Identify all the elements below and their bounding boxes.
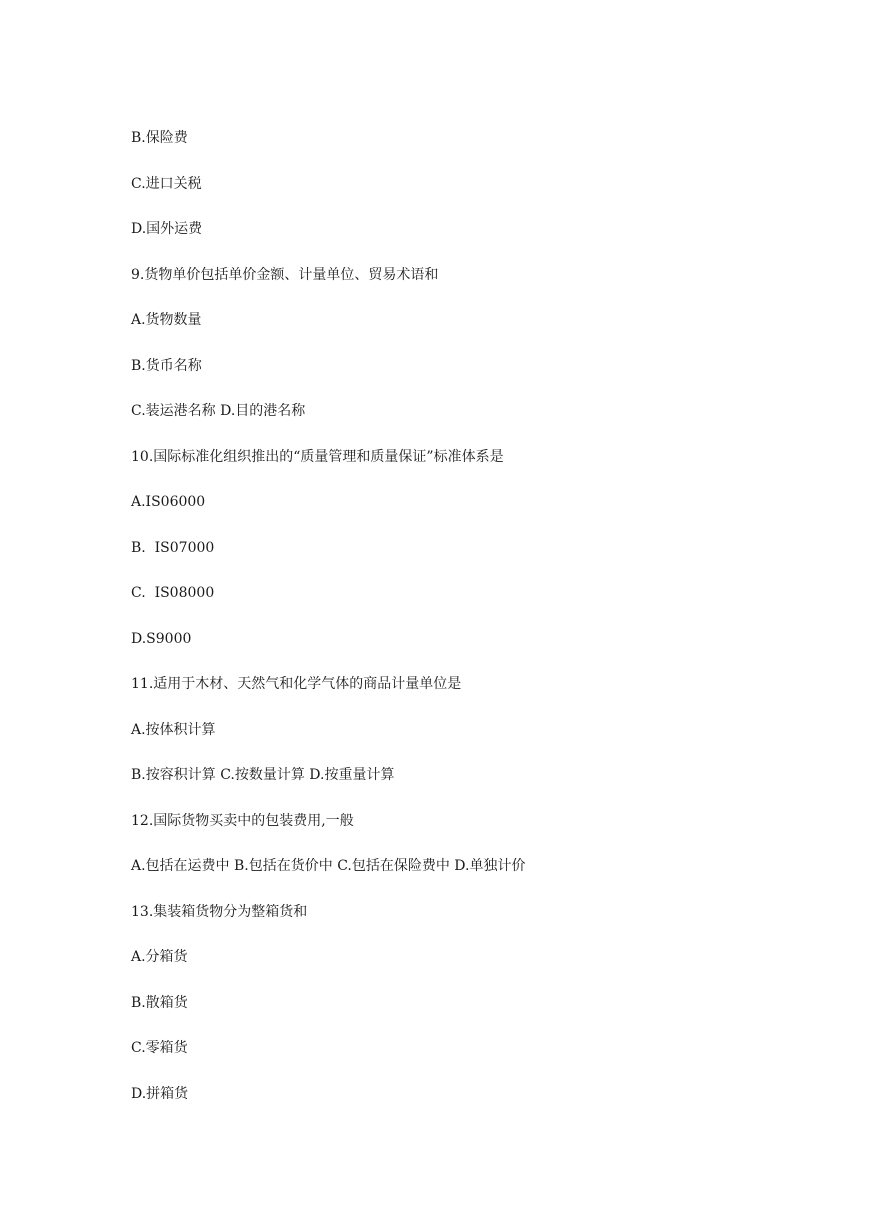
- question-10-option-a: A.IS06000: [131, 494, 206, 510]
- question-11: 11.适用于木材、天然气和化学气体的商品计量单位是: [131, 676, 462, 692]
- document-body: [131, 128, 831, 1129]
- question-9-option-c-d: C.装运港名称 D.目的港名称: [131, 403, 306, 419]
- option-c-import-duty: C.进口关税: [131, 175, 202, 192]
- option-b-insurance: B.保险费: [131, 130, 188, 146]
- question-9: 9.货物单价包括单价金额、计量单位、贸易术语和: [131, 266, 439, 283]
- question-10-option-b: B. IS07000: [131, 539, 215, 556]
- question-10: 10.国际标准化组织推出的“质量管理和质量保证”标准体系是: [131, 448, 504, 465]
- question-10-option-d: D.S9000: [131, 630, 192, 647]
- question-9-option-a: A.货物数量: [131, 312, 202, 328]
- question-11-option-a: A.按体积计算: [131, 721, 216, 738]
- question-13-option-c: C.零箱货: [131, 1040, 188, 1056]
- question-13-option-a: A.分箱货: [131, 949, 188, 965]
- question-12-options: A.包括在运费中 B.包括在货价中 C.包括在保险费中 D.单独计价: [131, 858, 526, 874]
- option-d-foreign-freight: D.国外运费: [131, 221, 203, 237]
- question-13-option-b: B.散箱货: [131, 994, 188, 1011]
- question-11-option-b-c-d: B.按容积计算 C.按数量计算 D.按重量计算: [131, 767, 395, 783]
- question-13: 13.集装箱货物分为整箱货和: [131, 903, 308, 920]
- question-10-option-c: C. IS08000: [131, 585, 215, 601]
- question-9-option-b: B.货币名称: [131, 357, 202, 374]
- question-12: 12.国际货物买卖中的包装费用,一般: [131, 812, 354, 829]
- question-13-option-d: D.拼箱货: [131, 1085, 189, 1102]
